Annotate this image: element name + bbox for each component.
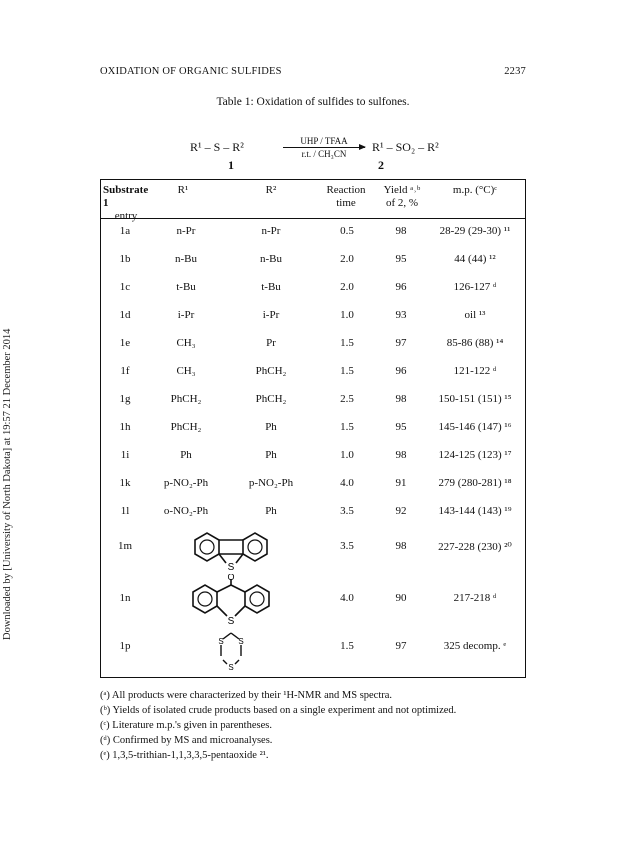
cell-entry: 1f (120, 365, 130, 377)
header-yield-line1: Yield ᵃ˒ᵇ (383, 184, 421, 196)
cell-yield: 95 (395, 253, 407, 265)
footnote: (ᶜ) Literature m.p.'s given in parentheses. (100, 720, 272, 731)
header-time-line2: time (336, 197, 356, 209)
cell-time: 3.5 (340, 540, 354, 552)
cell-r2: n-Bu (260, 253, 282, 265)
cell-entry: 1n (119, 592, 131, 604)
header-substrate (103, 184, 149, 223)
struct-atom-s: S (228, 663, 234, 672)
cell-mp: 325 decomp. ᵉ (443, 640, 507, 652)
cell-time: 3.5 (340, 505, 354, 517)
cell-r2: p-NO₂-Ph (248, 477, 294, 489)
cell-r1: o-NO₂-Ph (163, 505, 209, 517)
cell-yield: 90 (395, 592, 407, 604)
cell-entry: 1h (119, 421, 131, 433)
cell-r1: n-Pr (176, 225, 196, 237)
cell-mp: 150-151 (151) ¹⁵ (438, 393, 512, 405)
struct-atom-s: S (227, 616, 235, 627)
header-yield (375, 184, 429, 210)
cell-r1: PhCH₂ (170, 393, 202, 405)
footnote: (ᵉ) 1,3,5-trithian-1,1,3,3,5-pentaoxide ²¹. (100, 750, 269, 761)
table-row-structure (101, 628, 525, 674)
header-r2: R² (265, 184, 277, 196)
cell-entry: 1c (119, 281, 131, 293)
table-row-structure (101, 574, 525, 634)
header-time-line1: Reaction (326, 184, 366, 196)
struct-atom-s: S (227, 562, 235, 573)
cell-mp: 121-122 ᵈ (453, 365, 497, 377)
cell-r1: PhCH₂ (170, 421, 202, 433)
cell-yield: 93 (395, 309, 407, 321)
results-table (100, 179, 526, 678)
cell-entry: 1e (119, 337, 131, 349)
header-mp: m.p. (°C)ᶜ (452, 184, 498, 196)
cell-mp: 227-228 (230) ²⁰ (438, 541, 512, 553)
dibenzothiophene-structure-icon (183, 530, 279, 576)
cell-yield: 98 (395, 540, 407, 552)
cell-time: 1.0 (340, 309, 354, 321)
scheme-reagent-above: UHP / TFAA (300, 136, 348, 146)
cell-entry: 1b (119, 253, 131, 265)
cell-mp: 145-146 (147) ¹⁶ (438, 421, 512, 433)
cell-mp: 124-125 (123) ¹⁷ (438, 449, 512, 461)
cell-time: 4.0 (340, 477, 354, 489)
cell-yield: 98 (395, 225, 407, 237)
trithiane-structure-icon (183, 628, 279, 674)
cell-mp: 143-144 (143) ¹⁹ (438, 505, 512, 517)
cell-r1: CH₃ (176, 337, 196, 349)
cell-time: 1.5 (340, 421, 354, 433)
cell-r2: Ph (265, 421, 277, 433)
scheme-reactant-number: 1 (228, 158, 234, 172)
footnote: (ᵃ) All products were characterized by their ¹H-NMR and MS spectra. (100, 690, 393, 701)
cell-yield: 97 (395, 640, 407, 652)
struct-atom-s: S (218, 637, 224, 646)
cell-time: 1.0 (340, 449, 354, 461)
arrow-line-icon (283, 147, 365, 148)
cell-mp: 126-127 ᵈ (453, 281, 497, 293)
cell-r2: n-Pr (261, 225, 281, 237)
cell-entry: 1g (119, 393, 131, 405)
struct-atom-s: S (238, 637, 244, 646)
header-substrate-line1: Substrate 1 (103, 184, 149, 209)
reaction-arrow (283, 136, 365, 159)
header-substrate-line2: entry (114, 210, 138, 222)
cell-time: 1.5 (340, 640, 354, 652)
page-number: 2237 (504, 66, 526, 77)
cell-r1: t-Bu (176, 281, 196, 293)
cell-entry: 1d (119, 309, 131, 321)
cell-time: 1.5 (340, 365, 354, 377)
cell-entry: 1k (119, 477, 131, 489)
cell-time: 1.5 (340, 337, 354, 349)
struct-atom-o: O (227, 574, 235, 582)
cell-yield: 91 (395, 477, 407, 489)
thioxanthone-structure-icon (183, 574, 279, 630)
cell-yield: 95 (395, 421, 407, 433)
cell-r1: CH₃ (176, 365, 196, 377)
header-r1: R¹ (177, 184, 189, 196)
cell-time: 2.5 (340, 393, 354, 405)
cell-entry: 1a (119, 225, 131, 237)
cell-r2: PhCH₂ (255, 365, 287, 377)
header-time (313, 184, 379, 210)
cell-mp: oil ¹³ (464, 309, 486, 321)
cell-yield: 96 (395, 365, 407, 377)
scheme-product-number: 2 (378, 158, 384, 172)
cell-yield: 98 (395, 393, 407, 405)
cell-time: 2.0 (340, 253, 354, 265)
cell-r1: n-Bu (175, 253, 197, 265)
cell-r2: Ph (265, 505, 277, 517)
scheme-product: R¹ – SO₂ – R² (372, 140, 439, 154)
scheme-reactant: R¹ – S – R² (190, 140, 244, 154)
cell-time: 2.0 (340, 281, 354, 293)
table-header (101, 180, 525, 222)
cell-time: 4.0 (340, 592, 354, 604)
header-yield-line2: of 2, % (385, 197, 419, 209)
cell-r1: i-Pr (177, 309, 195, 321)
cell-mp: 44 (44) ¹² (454, 253, 496, 265)
cell-yield: 97 (395, 337, 407, 349)
cell-r1: p-NO₂-Ph (163, 477, 209, 489)
cell-yield: 92 (395, 505, 407, 517)
cell-r2: t-Bu (261, 281, 281, 293)
cell-r2: Pr (266, 337, 276, 349)
reaction-scheme (150, 120, 470, 174)
download-watermark-text: Downloaded by [University of North Dakota] at 19:57 21 December 2014 (2, 328, 13, 640)
footnote: (ᵇ) Yields of isolated crude products based on a single experiment and not optimized. (100, 705, 457, 716)
cell-time: 0.5 (340, 225, 354, 237)
footnote: (ᵈ) Confirmed by MS and microanalyses. (100, 735, 273, 746)
download-watermark (2, 200, 16, 640)
cell-mp: 85-86 (88) ¹⁴ (446, 337, 504, 349)
cell-r2: PhCH₂ (255, 393, 287, 405)
cell-entry: 1p (119, 640, 131, 652)
cell-yield: 96 (395, 281, 407, 293)
table-row-structure (101, 530, 525, 580)
table-title: Table 1: Oxidation of sulfides to sulfones. (216, 96, 410, 108)
cell-mp: 279 (280-281) ¹⁸ (438, 477, 512, 489)
cell-yield: 98 (395, 449, 407, 461)
table-footnotes (100, 688, 540, 763)
scheme-reagent-below: r.t. / CH₃CN (301, 149, 347, 159)
cell-r2: Ph (265, 449, 277, 461)
cell-mp: 217-218 ᵈ (453, 592, 497, 604)
cell-entry: 1i (120, 449, 130, 461)
running-head-title: OXIDATION OF ORGANIC SULFIDES (100, 66, 282, 77)
cell-r2: i-Pr (262, 309, 280, 321)
cell-entry: 1l (120, 505, 130, 517)
cell-mp: 28-29 (29-30) ¹¹ (439, 225, 511, 237)
cell-r1: Ph (180, 449, 192, 461)
cell-entry: 1m (117, 540, 133, 552)
